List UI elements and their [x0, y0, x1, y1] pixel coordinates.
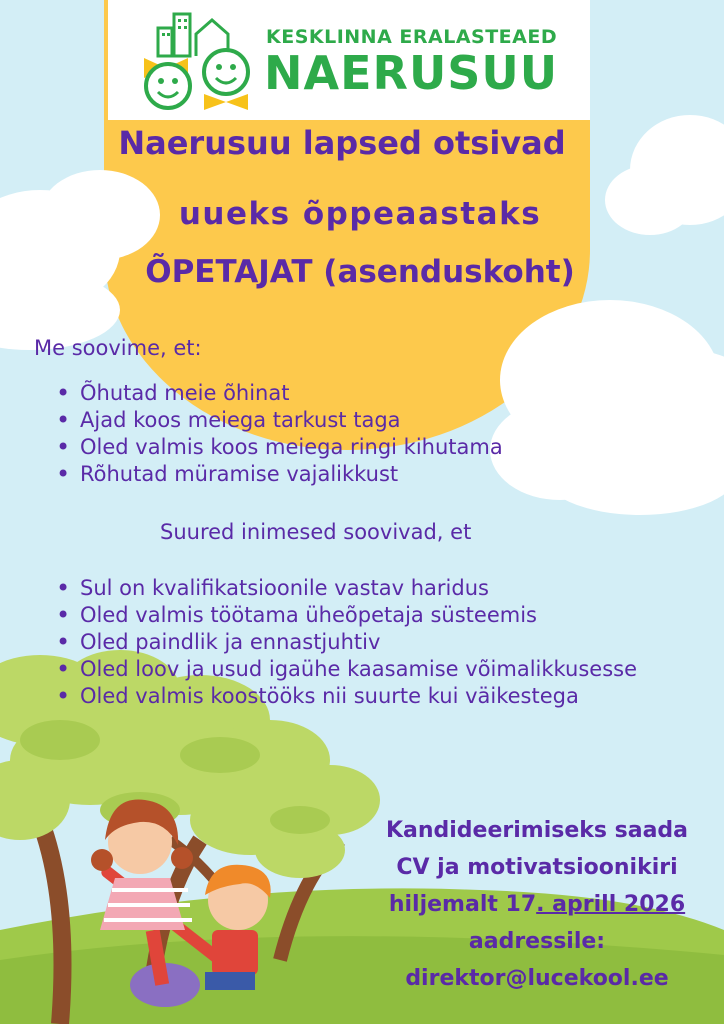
wishes-list [56, 380, 503, 488]
list-item: • Oled valmis koos meiega ringi kihutama [56, 434, 503, 461]
contact-email: direktor@lucekool.ee [405, 966, 669, 991]
deadline-date: . aprill 2026 [536, 892, 686, 917]
logo-wordmark: NAERUSUU [264, 46, 559, 100]
logo-panel [108, 0, 590, 120]
application-info [352, 812, 722, 997]
apply-line-1: Kandideerimiseks saada [385, 818, 689, 843]
list-item: • Ajad koos meiega tarkust taga [56, 407, 503, 434]
list-item: • Oled paindlik ja ennastjuhtiv [56, 629, 656, 656]
apply-line-3 [352, 886, 722, 923]
kindergarten-logo-icon [136, 6, 256, 114]
headline-line-2: uueks õppeaastaks [178, 196, 542, 232]
list-item: • Õhutad meie õhinat [56, 380, 503, 407]
adults-intro: Suured inimesed soovivad, et [160, 520, 472, 544]
headline-line-1: Naerusuu lapsed otsivad [118, 124, 566, 162]
wishes-intro: Me soovime, et: [34, 336, 202, 360]
list-item: • Oled valmis koostööks nii suurte kui väikestega [56, 683, 656, 710]
list-item: • Sul on kvalifikatsioonile vastav haridus [56, 575, 656, 602]
apply-line-2: CV ja motivatsioonikiri [396, 855, 678, 880]
list-item: • Rõhutad müramise vajalikkust [56, 461, 503, 488]
list-item: • Oled valmis töötama üheõpetaja süsteemis [56, 602, 656, 629]
list-item: • Oled loov ja usud igaühe kaasamise võimalikkusesse [56, 656, 656, 683]
cloud-right-mid [490, 300, 724, 515]
apply-line-4: aadressile: [468, 929, 606, 954]
deadline-prefix: hiljemalt 17 [388, 892, 537, 917]
logo-subtitle: KESKLINNA ERALASTEAED [266, 26, 558, 48]
headline-line-3: ÕPETAJAT (asenduskoht) [145, 254, 575, 290]
requirements-list [56, 575, 656, 710]
